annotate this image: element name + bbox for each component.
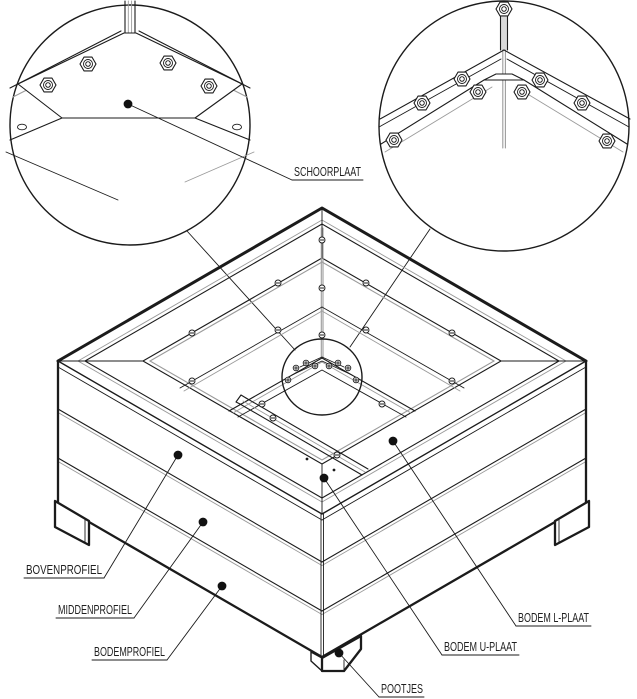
label-bodemprofiel-text: BODEMPROFIEL	[94, 644, 165, 659]
pootjes-leader-dot	[335, 649, 344, 658]
screw-icon	[275, 280, 281, 286]
planter-box-isometric	[55, 208, 589, 671]
foot-right	[555, 501, 589, 545]
detail-circle-right	[379, 1, 630, 251]
label-bodemprofiel	[92, 644, 167, 660]
bodem-l-plaat-strip	[238, 370, 406, 417]
screw-icon	[189, 330, 195, 336]
hex-nut	[40, 78, 56, 92]
schoorplaat-leader-dot	[124, 100, 133, 109]
label-schoorplaat	[292, 164, 363, 180]
hex-nut	[80, 57, 96, 71]
hex-nut	[532, 73, 548, 87]
detail-circle-left	[6, 1, 254, 245]
label-bodem-u-plaat-text: BODEM U-PLAAT	[444, 639, 518, 654]
label-bodem-u-plaat	[442, 639, 519, 655]
label-pootjes-text: POOTJES	[381, 681, 424, 696]
screw-icon	[189, 378, 195, 384]
screw-icon	[275, 327, 281, 333]
bovenprofiel-leader-dot	[174, 451, 183, 460]
hex-nut	[574, 96, 590, 110]
screw-icon	[259, 401, 265, 407]
screw-icon	[449, 330, 455, 336]
label-pootjes	[379, 681, 424, 697]
corner-detail-circle	[282, 339, 362, 415]
label-middenprofiel-text: MIDDENPROFIEL	[58, 602, 132, 617]
hex-nut	[414, 96, 430, 110]
bodemprofiel-leader-dot	[218, 582, 227, 591]
hex-nut	[386, 133, 402, 147]
screw-icon	[363, 327, 369, 333]
label-bovenprofiel-text: BOVENPROFIEL	[26, 562, 102, 577]
label-bovenprofiel	[24, 562, 104, 578]
label-schoorplaat-text: SCHOORPLAAT	[294, 164, 362, 179]
hex-nut	[514, 85, 530, 99]
screw-icon	[379, 401, 385, 407]
bodem-u-plaat-leader-dot	[320, 474, 329, 483]
hex-nut	[470, 85, 486, 99]
bodem-l-plaat-leader-dot	[389, 437, 398, 446]
screw-icon	[319, 237, 325, 243]
screw-icon	[334, 452, 340, 458]
screw-icon	[319, 285, 325, 291]
screw-icon	[363, 280, 369, 286]
hex-nut	[160, 56, 176, 70]
hex-nut	[201, 79, 217, 93]
hex-nut	[454, 72, 470, 86]
screw-icon	[319, 332, 325, 338]
hex-nut	[599, 134, 615, 148]
label-middenprofiel	[56, 602, 134, 618]
hex-nut	[496, 2, 512, 16]
middenprofiel-leader-dot	[199, 518, 208, 527]
screw-icon	[449, 378, 455, 384]
label-bodem-l-plaat-text: BODEM L-PLAAT	[518, 610, 590, 625]
screw-icon	[270, 415, 276, 421]
label-bodem-l-plaat	[516, 610, 591, 626]
foot-left	[55, 501, 89, 545]
